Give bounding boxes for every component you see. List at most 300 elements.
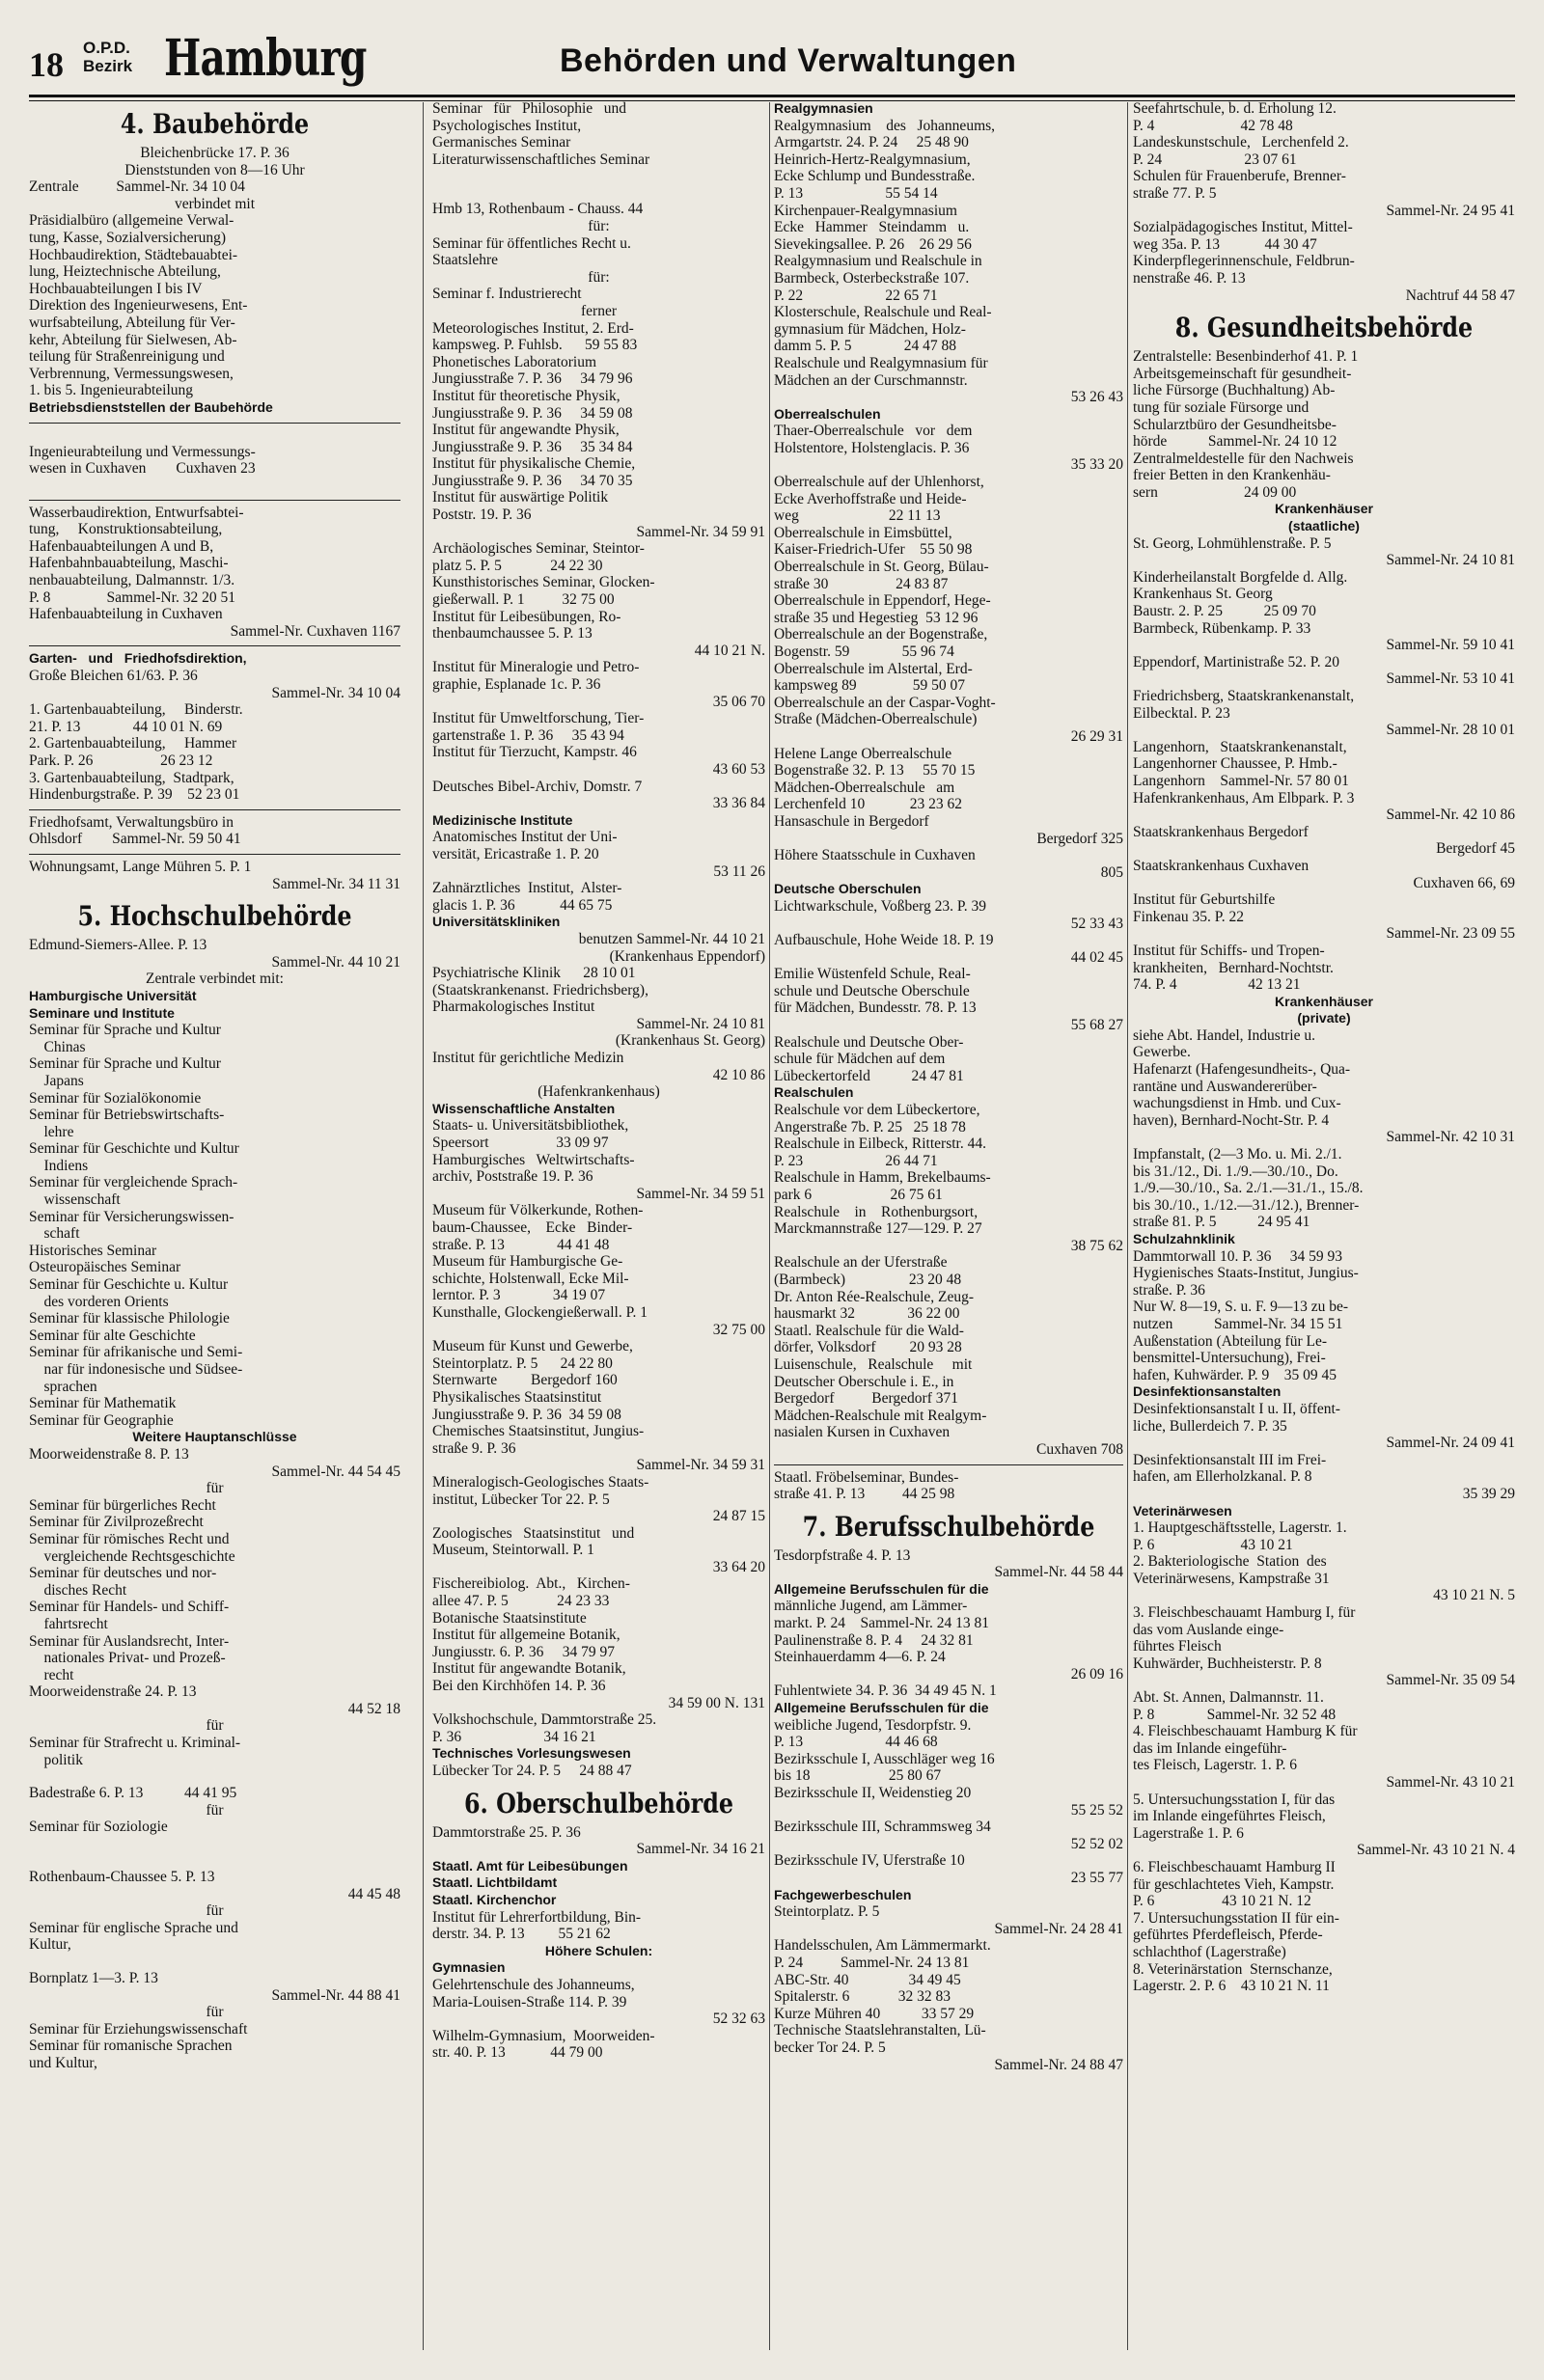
entry-line: 1. Hauptgeschäftsstelle, Lagerstr. 1. bbox=[1133, 1519, 1347, 1537]
entry-line: schichte, Holstenwall, Ecke Mil- bbox=[432, 1270, 629, 1287]
column-3 bbox=[774, 100, 1123, 2358]
entry-line: Bezirksschule I, Ausschläger weg 16 bbox=[774, 1750, 995, 1767]
entry-line: Gelehrtenschule des Johanneums, bbox=[432, 1976, 635, 1993]
entry-line: straße. P. 13 44 41 48 bbox=[432, 1236, 610, 1253]
entry-line: Nur W. 8—19, S. u. F. 9—13 zu be- bbox=[1133, 1299, 1349, 1316]
entry-line: nenbauabteilung, Dalmannstr. 1/3. bbox=[29, 572, 235, 589]
entry-line: Bogenstraße 32. P. 13 55 70 15 bbox=[774, 762, 976, 780]
subheading: Desinfektionsanstalten bbox=[1133, 1383, 1282, 1400]
entry-line: Verbrennung, Vermessungswesen, bbox=[29, 365, 234, 382]
entry-line: Hochbaudirektion, Städtebauabtei- bbox=[29, 246, 238, 263]
entry-line: Germanisches Seminar bbox=[432, 134, 571, 151]
entry-line: Seminar für klassische Philologie bbox=[29, 1310, 230, 1327]
entry-line: straße 81. P. 5 24 95 41 bbox=[1133, 1214, 1310, 1231]
entry-line: Landeskunstschule, Lerchenfeld 2. bbox=[1133, 134, 1349, 151]
entry-line: ferner bbox=[581, 302, 617, 319]
entry-line: Hafenkrankenhaus, Am Elbpark. P. 3 bbox=[1133, 789, 1355, 807]
entry-line: Ingenieurabteilung und Vermessungs- bbox=[29, 443, 256, 460]
entry-line: Bergedorf 325 bbox=[1036, 830, 1123, 847]
entry-line: (Krankenhaus St. Georg) bbox=[615, 1032, 765, 1050]
entry-line: Realgymnasium und Realschule in bbox=[774, 253, 982, 270]
entry-line: schule für Mädchen auf dem bbox=[774, 1051, 946, 1068]
entry-line: 44 45 48 bbox=[347, 1885, 400, 1902]
entry-line: Höhere Staatsschule in Cuxhaven bbox=[774, 847, 976, 864]
entry-line: 1. Gartenbauabteilung, Binderstr. bbox=[29, 701, 243, 719]
entry-line: Sammel-Nr. 44 88 41 bbox=[271, 1986, 400, 2004]
entry-line: Sammel-Nr. 43 10 21 bbox=[1386, 1774, 1515, 1791]
district-label bbox=[83, 39, 132, 75]
entry-line: nutzen Sammel-Nr. 34 15 51 bbox=[1133, 1315, 1343, 1332]
entry-line: allee 47. P. 5 24 23 33 bbox=[432, 1593, 610, 1610]
entry-line: Dammtorstraße 25. P. 36 bbox=[432, 1823, 581, 1841]
entry-line: Sammel-Nr. 44 58 44 bbox=[994, 1564, 1123, 1581]
subheading: Deutsche Oberschulen bbox=[774, 881, 922, 897]
entry-line: siehe Abt. Handel, Industrie u. bbox=[1133, 1026, 1315, 1044]
entry-line: (Krankenhaus Eppendorf) bbox=[609, 947, 765, 965]
entry-line: 24 87 15 bbox=[712, 1508, 765, 1525]
entry-line: benutzen Sammel-Nr. 44 10 21 bbox=[578, 930, 765, 947]
entry-line: dörfer, Volksdorf 20 93 28 bbox=[774, 1339, 962, 1356]
entry-line: für bbox=[206, 1902, 224, 1920]
entry-line: für: bbox=[588, 217, 610, 234]
entry-line: 42 10 86 bbox=[712, 1066, 765, 1083]
entry-line: 1. bis 5. Ingenieurabteilung bbox=[29, 382, 194, 399]
entry-line: Sammel-Nr. 24 28 41 bbox=[994, 1920, 1123, 1937]
entry-line: Kultur, bbox=[29, 1936, 71, 1954]
entry-line: Sammel-Nr. 42 10 31 bbox=[1386, 1129, 1515, 1146]
entry-line: str. 40. P. 13 44 79 00 bbox=[432, 2044, 603, 2062]
entry-line: Sozialpädagogisches Institut, Mittel- bbox=[1133, 219, 1353, 236]
entry-line: Seminar für afrikanische und Semi- bbox=[29, 1344, 243, 1361]
entry-line: kehr, Abteilung für Sielwesen, Ab- bbox=[29, 331, 237, 348]
entry-line: 44 02 45 bbox=[1070, 948, 1123, 966]
entry-line: baum-Chaussee, Ecke Binder- bbox=[432, 1219, 633, 1236]
entry-line: Realschule an der Uferstraße bbox=[774, 1254, 948, 1272]
entry-line: Krankenhaus St. Georg bbox=[1133, 586, 1273, 603]
entry-line: Jungiusstraße 9. P. 36 34 70 35 bbox=[432, 472, 633, 489]
entry-line: 74. P. 4 42 13 21 bbox=[1133, 976, 1301, 994]
entry-line: P. 8 Sammel-Nr. 32 52 48 bbox=[1133, 1706, 1337, 1723]
entry-line: Paulinenstraße 8. P. 4 24 32 81 bbox=[774, 1631, 974, 1649]
entry-line: fahrtsrecht bbox=[29, 1615, 108, 1632]
entry-line: 34 59 00 N. 131 bbox=[668, 1694, 765, 1711]
spacer bbox=[29, 1768, 400, 1785]
entry-line: Sammel-Nr. 44 10 21 bbox=[271, 953, 400, 971]
entry-line: Sammel-Nr. 44 54 45 bbox=[271, 1463, 400, 1480]
entry-line: Sammel-Nr. 28 10 01 bbox=[1386, 722, 1515, 739]
entry-line: Hafenarzt (Hafengesundheits-, Qua- bbox=[1133, 1061, 1351, 1079]
entry-line: Zahnärztliches Institut, Alster- bbox=[432, 880, 622, 897]
entry-line: Dr. Anton Rée-Realschule, Zeug- bbox=[774, 1288, 975, 1305]
entry-line: 35 39 29 bbox=[1462, 1485, 1515, 1502]
entry-line: Ecke Hammer Steindamm u. bbox=[774, 219, 970, 236]
entry-line: Kuhwärder, Buchheisterstr. P. 8 bbox=[1133, 1655, 1322, 1672]
entry-line: Meteorologisches Institut, 2. Erd- bbox=[432, 319, 634, 337]
column-divider bbox=[423, 102, 424, 2350]
entry-line: Eilbecktal. P. 23 bbox=[1133, 704, 1230, 722]
spacer bbox=[29, 1954, 400, 1970]
entry-line: krankheiten, Bernhard-Nochtstr. bbox=[1133, 959, 1334, 976]
subheading: Fachgewerbeschulen bbox=[774, 1886, 912, 1902]
entry-line: Sammel-Nr. 53 10 41 bbox=[1386, 670, 1515, 688]
subheading: Staatl. Kirchenchor bbox=[432, 1891, 557, 1907]
entry-line: Museum, Steintorwall. P. 1 bbox=[432, 1542, 594, 1559]
department-heading: 5. Hochschulbehörde bbox=[77, 900, 352, 933]
entry-line: nar für indonesische und Südsee- bbox=[29, 1361, 243, 1378]
entry-line: Thaer-Oberrealschule vor dem bbox=[774, 423, 973, 440]
entry-line: Langenhorn, Staatskrankenanstalt, bbox=[1133, 738, 1347, 755]
entry-line: Hafenbauabteilungen A und B, bbox=[29, 537, 214, 555]
entry-line: Impfanstalt, (2—3 Mo. u. Mi. 2./1. bbox=[1133, 1146, 1342, 1163]
entry-line: Seminar für bürgerliches Recht bbox=[29, 1496, 216, 1514]
entry-line: vergleichende Rechtsgeschichte bbox=[29, 1547, 235, 1565]
entry-line: Realschule vor dem Lübeckertore, bbox=[774, 1102, 980, 1119]
entry-line: des vorderen Orients bbox=[29, 1293, 169, 1310]
entry-line: für geschlachtetes Vieh, Kampstr. bbox=[1133, 1875, 1335, 1893]
entry-line: Seminar für römisches Recht und bbox=[29, 1530, 230, 1547]
entry-line: P. 8 Sammel-Nr. 32 20 51 bbox=[29, 588, 235, 606]
entry-line: Sammel-Nr. 24 10 81 bbox=[1386, 552, 1515, 569]
entry-line: hörde Sammel-Nr. 24 10 12 bbox=[1133, 433, 1337, 451]
entry-line: Desinfektionsanstalt I u. II, öffent- bbox=[1133, 1400, 1340, 1417]
subheading: Oberrealschulen bbox=[774, 405, 881, 422]
entry-line: Kinderpflegerinnenschule, Feldbrun- bbox=[1133, 253, 1355, 270]
entry-line: Institut für Mineralogie und Petro- bbox=[432, 659, 640, 676]
page-number: 18 bbox=[29, 45, 64, 84]
entry-line: Angerstraße 7b. P. 25 25 18 78 bbox=[774, 1118, 966, 1135]
entry-line: Seminar für Mathematik bbox=[29, 1395, 177, 1412]
entry-line: straße 35 und Hegestieg 53 12 96 bbox=[774, 609, 979, 626]
entry-line: markt. P. 24 Sammel-Nr. 24 13 81 bbox=[774, 1615, 990, 1632]
entry-line: Institut für gerichtliche Medizin bbox=[432, 1050, 624, 1067]
entry-line: gartenstraße 1. P. 36 35 43 94 bbox=[432, 726, 624, 744]
subheading: Allgemeine Berufsschulen für die bbox=[774, 1580, 989, 1597]
entry-line: Seminar für deutsches und nor- bbox=[29, 1565, 217, 1582]
department-heading: 7. Berufsschulbehörde bbox=[802, 1510, 1095, 1543]
entry-line: Sammel-Nr. 34 10 04 bbox=[271, 684, 400, 701]
entry-line: Seminar für Sprache und Kultur bbox=[29, 1055, 221, 1073]
entry-line: Sammel-Nr. 43 10 21 N. 4 bbox=[1356, 1842, 1515, 1859]
subheading: Realgymnasien bbox=[774, 100, 873, 116]
subheading: Krankenhäuser bbox=[1275, 993, 1373, 1009]
entry-line: Realschule in Hamm, Brekelbaums- bbox=[774, 1169, 991, 1187]
entry-line: Seminar für Geschichte und Kultur bbox=[29, 1140, 239, 1158]
entry-line: P. 36 34 16 21 bbox=[432, 1728, 596, 1745]
entry-line: Lagerstr. 2. P. 6 43 10 21 N. 11 bbox=[1133, 1978, 1330, 1995]
entry-line: damm 5. P. 5 24 47 88 bbox=[774, 338, 957, 355]
entry-line: Badestraße 6. P. 13 44 41 95 bbox=[29, 1785, 237, 1802]
entry-line: Institut für Lehrerfortbildung, Bin- bbox=[432, 1908, 642, 1926]
spacer bbox=[29, 427, 400, 444]
subheading: Realschulen bbox=[774, 1084, 854, 1101]
entry-line: Ohlsdorf Sammel-Nr. 59 50 41 bbox=[29, 831, 241, 848]
entry-line: hausmarkt 32 36 22 00 bbox=[774, 1305, 960, 1323]
department-heading: 6. Oberschulbehörde bbox=[463, 1787, 734, 1819]
entry-line: becker Tor 24. P. 5 bbox=[774, 2038, 886, 2056]
entry-line: P. 24 Sammel-Nr. 24 13 81 bbox=[774, 1954, 970, 1971]
entry-line: Sammel-Nr. 34 16 21 bbox=[636, 1841, 765, 1858]
entry-line: 805 bbox=[1100, 863, 1123, 881]
entry-line: St. Georg, Lohmühlenstraße. P. 5 bbox=[1133, 534, 1332, 552]
entry-line: Helene Lange Oberrealschule bbox=[774, 745, 952, 762]
entry-line: Sammel-Nr. 42 10 86 bbox=[1386, 807, 1515, 824]
subheading: Staatl. Lichtbildamt bbox=[432, 1874, 558, 1891]
separator-rule bbox=[29, 854, 400, 855]
entry-line: Physikalisches Staatsinstitut bbox=[432, 1388, 602, 1406]
entry-line: 53 11 26 bbox=[713, 862, 765, 880]
separator-rule bbox=[29, 809, 400, 810]
column-divider bbox=[1127, 102, 1128, 2350]
subheading: Medizinische Institute bbox=[432, 811, 573, 828]
spacer bbox=[432, 168, 765, 184]
entry-line: 33 64 20 bbox=[712, 1558, 765, 1575]
entry-line: Sammel-Nr. 59 10 41 bbox=[1386, 637, 1515, 654]
entry-line: Realschule und Realgymnasium für bbox=[774, 354, 988, 371]
entry-line: Hafenbahnbauabteilung, Maschi- bbox=[29, 555, 229, 572]
header-rule bbox=[29, 95, 1515, 97]
separator-rule bbox=[29, 500, 400, 501]
entry-line: (Hafenkrankenhaus) bbox=[538, 1083, 660, 1101]
entry-line: Holstentore, Holstenglacis. P. 36 bbox=[774, 439, 970, 456]
entry-line: recht bbox=[29, 1666, 74, 1683]
entry-line: Phonetisches Laboratorium bbox=[432, 353, 597, 370]
entry-line: Seminar für Versicherungswissen- bbox=[29, 1208, 234, 1225]
entry-line: Kaiser-Friedrich-Ufer 55 50 98 bbox=[774, 541, 973, 559]
entry-line: Oberrealschule in St. Georg, Bülau- bbox=[774, 559, 989, 576]
entry-line: 55 25 52 bbox=[1070, 1801, 1123, 1819]
entry-line: Seminar für Betriebswirtschafts- bbox=[29, 1107, 225, 1124]
entry-line: Seminar für Sprache und Kultur bbox=[29, 1022, 221, 1039]
entry-line: Sammel-Nr. 34 59 51 bbox=[636, 1185, 765, 1202]
entry-line: 35 33 20 bbox=[1070, 456, 1123, 474]
entry-line: Seminar für englische Sprache und bbox=[29, 1919, 238, 1936]
entry-line: Realgymnasium des Johanneums, bbox=[774, 117, 996, 134]
entry-line: Park. P. 26 26 23 12 bbox=[29, 752, 213, 769]
entry-line: wissenschaft bbox=[29, 1191, 121, 1209]
entry-line: das im Inlande eingeführ- bbox=[1133, 1739, 1287, 1757]
entry-line: hafen, Kuhwärder. P. 9 35 09 45 bbox=[1133, 1366, 1337, 1383]
entry-line: Ecke Schlump und Bundesstraße. bbox=[774, 168, 976, 185]
entry-line: Seminar für Handels- und Schiff- bbox=[29, 1599, 230, 1616]
entry-line: für bbox=[206, 1801, 224, 1819]
subheading: Universitätskliniken bbox=[432, 914, 561, 930]
entry-line: Deutsches Bibel-Archiv, Domstr. 7 bbox=[432, 778, 643, 795]
entry-line: nasialen Kursen in Cuxhaven bbox=[774, 1424, 951, 1441]
entry-line: Emilie Wüstenfeld Schule, Real- bbox=[774, 966, 971, 983]
entry-line: Oberrealschule in Eppendorf, Hege- bbox=[774, 592, 991, 610]
entry-line: 4. Fleischbeschauamt Hamburg K für bbox=[1133, 1723, 1358, 1740]
entry-line: Seminar für alte Geschichte bbox=[29, 1327, 196, 1344]
entry-line: das vom Auslande einge- bbox=[1133, 1621, 1284, 1638]
bezirk-label: Bezirk bbox=[83, 57, 133, 75]
entry-line: nationales Privat- und Prozeß- bbox=[29, 1650, 226, 1667]
entry-line: straße 77. P. 5 bbox=[1133, 184, 1217, 202]
entry-line: weibliche Jugend, Tesdorpfstr. 9. bbox=[774, 1716, 972, 1734]
entry-line: Kinderheilanstalt Borgfelde d. Allg. bbox=[1133, 568, 1348, 586]
entry-line: P. 23 26 44 71 bbox=[774, 1152, 938, 1169]
subheading: Technisches Vorlesungswesen bbox=[432, 1745, 631, 1762]
entry-line: Cuxhaven 66, 69 bbox=[1413, 874, 1515, 891]
entry-line: 2. Gartenbauabteilung, Hammer bbox=[29, 735, 237, 752]
column-1 bbox=[29, 100, 400, 2358]
spacer bbox=[432, 184, 765, 201]
entry-line: 3. Fleischbeschauamt Hamburg I, für bbox=[1133, 1604, 1356, 1622]
spacer bbox=[29, 1836, 400, 1852]
entry-line: Chinas bbox=[29, 1038, 86, 1055]
entry-line: Seefahrtschule, b. d. Erholung 12. bbox=[1133, 100, 1337, 117]
separator-rule bbox=[774, 1464, 1123, 1465]
entry-line: Jungiusstraße 9. P. 36 34 59 08 bbox=[432, 1406, 621, 1423]
entry-line: Desinfektionsanstalt III im Frei- bbox=[1133, 1451, 1327, 1468]
subheading: Weitere Hauptanschlüsse bbox=[132, 1429, 297, 1445]
entry-line: Museum für Völkerkunde, Rothen- bbox=[432, 1202, 644, 1219]
entry-line: Seminar für Sozialökonomie bbox=[29, 1089, 202, 1107]
entry-line: Sammel-Nr. 24 10 81 bbox=[636, 1015, 765, 1032]
entry-line: Sievekingsallee. P. 26 26 29 56 bbox=[774, 235, 972, 253]
entry-line: Gewerbe. bbox=[1133, 1044, 1191, 1061]
entry-line: Langenhorner Chaussee, P. Hmb.- bbox=[1133, 755, 1337, 773]
entry-line: Oberrealschule im Alstertal, Erd- bbox=[774, 660, 973, 677]
entry-line: 26 09 16 bbox=[1070, 1665, 1123, 1682]
entry-line: 38 75 62 bbox=[1070, 1237, 1123, 1254]
entry-line: Bleichenbrücke 17. P. 36 bbox=[140, 145, 290, 161]
entry-line: für: bbox=[588, 268, 610, 286]
entry-line: Steintorplatz. P. 5 bbox=[774, 1903, 880, 1921]
entry-line: glacis 1. P. 36 44 65 75 bbox=[432, 896, 613, 914]
city-title: Hamburg bbox=[164, 29, 367, 88]
entry-line: sprachen bbox=[29, 1378, 97, 1395]
entry-line: Bogenstr. 59 55 96 74 bbox=[774, 643, 954, 660]
entry-line: graphie, Esplanade 1c. P. 36 bbox=[432, 676, 601, 693]
entry-line: Tesdorpfstraße 4. P. 13 bbox=[774, 1546, 911, 1564]
entry-line: thenbaumchaussee 5. P. 13 bbox=[432, 625, 593, 643]
entry-line: Sammel-Nr. 23 09 55 bbox=[1386, 925, 1515, 943]
entry-line: P. 4 42 78 48 bbox=[1133, 117, 1293, 134]
column-2 bbox=[432, 100, 765, 2358]
subheading: Seminare und Institute bbox=[29, 1004, 175, 1021]
entry-line: Pharmakologisches Institut bbox=[432, 999, 595, 1016]
entry-line: institut, Lübecker Tor 22. P. 5 bbox=[432, 1491, 610, 1508]
entry-line: gymnasium für Mädchen, Holz- bbox=[774, 320, 966, 338]
entry-line: 55 68 27 bbox=[1070, 1017, 1123, 1034]
entry-line: Arbeitsgemeinschaft für gesundheit- bbox=[1133, 365, 1352, 382]
entry-line: Kurze Mühren 40 33 57 29 bbox=[774, 2005, 975, 2022]
entry-line: im Inlande eingeführtes Fleisch, bbox=[1133, 1808, 1326, 1825]
entry-line: Realschule in Eilbeck, Ritterstr. 44. bbox=[774, 1135, 986, 1153]
entry-line: Staats- u. Universitätsbibliothek, bbox=[432, 1117, 629, 1135]
entry-line: Langenhorn Sammel-Nr. 57 80 01 bbox=[1133, 772, 1349, 789]
entry-line: Direktion des Ingenieurwesens, Ent- bbox=[29, 297, 248, 315]
entry-line: Lagerstraße 1. P. 6 bbox=[1133, 1824, 1244, 1842]
entry-line: Zentralmeldestelle für den Nachweis bbox=[1133, 450, 1354, 467]
entry-line: Dammtorwall 10. P. 36 34 59 93 bbox=[1133, 1247, 1342, 1265]
opd-abbrev: O.P.D. bbox=[83, 39, 130, 57]
subheading: Betriebsdienststellen der Baubehörde bbox=[29, 398, 273, 415]
entry-line: weg 35a. P. 13 44 30 47 bbox=[1133, 235, 1317, 253]
entry-line: Lichtwarkschule, Voßberg 23. P. 39 bbox=[774, 897, 986, 915]
entry-line: Heinrich-Hertz-Realgymnasium, bbox=[774, 150, 971, 168]
entry-line: Oberrealschule an der Caspar-Voght- bbox=[774, 694, 996, 711]
entry-line: Sammel-Nr. 34 11 31 bbox=[272, 875, 400, 892]
entry-line: Lübecker Tor 24. P. 5 24 88 47 bbox=[432, 1763, 632, 1779]
entry-line: Staatskrankenhaus Cuxhaven bbox=[1133, 857, 1310, 874]
entry-line: Institut für Umweltforschung, Tier- bbox=[432, 710, 645, 727]
entry-line: Institut für angewandte Botanik, bbox=[432, 1660, 626, 1678]
entry-line: schaft bbox=[29, 1225, 80, 1243]
entry-line: Japans bbox=[29, 1072, 84, 1089]
entry-line: straße 9. P. 36 bbox=[432, 1439, 516, 1457]
entry-line: für bbox=[206, 2004, 224, 2021]
entry-line: kampsweg. P. Fuhlsb. 59 55 83 bbox=[432, 337, 638, 354]
entry-line: Kunsthistorisches Seminar, Glocken- bbox=[432, 574, 655, 591]
entry-line: P. 6 43 10 21 bbox=[1133, 1536, 1293, 1553]
entry-line: straße 41. P. 13 44 25 98 bbox=[774, 1486, 955, 1503]
entry-line: Dienststunden von 8—16 Uhr bbox=[124, 161, 305, 178]
entry-line: geführtes Pferdefleisch, Pferde- bbox=[1133, 1927, 1323, 1944]
separator-rule bbox=[29, 423, 400, 424]
entry-line: Chemisches Staatsinstitut, Jungius- bbox=[432, 1423, 645, 1440]
entry-line: Steinhauerdamm 4—6. P. 24 bbox=[774, 1649, 946, 1666]
entry-line: 21. P. 13 44 10 01 N. 69 bbox=[29, 718, 223, 735]
entry-line: Oberrealschule auf der Uhlenhorst, bbox=[774, 474, 984, 491]
entry-line: schule und Deutsche Oberschule bbox=[774, 982, 970, 999]
entry-line: Seminar für vergleichende Sprach- bbox=[29, 1174, 238, 1191]
entry-line: 53 26 43 bbox=[1070, 389, 1123, 406]
entry-line: Nachtruf 44 58 47 bbox=[1405, 287, 1515, 304]
entry-line: Rothenbaum-Chaussee 5. P. 13 bbox=[29, 1869, 215, 1886]
entry-line: Seminar für Erziehungswissenschaft bbox=[29, 2020, 248, 2038]
entry-line: Realschule in Rothenburgsort, bbox=[774, 1203, 979, 1220]
entry-line: Handelsschulen, Am Lämmermarkt. bbox=[774, 1937, 991, 1955]
entry-line: Außenstation (Abteilung für Le- bbox=[1133, 1332, 1328, 1350]
department-heading: 8. Gesundheitsbehörde bbox=[1174, 312, 1474, 344]
entry-line: Abt. St. Annen, Dalmannstr. 11. bbox=[1133, 1689, 1324, 1707]
entry-line: bis 31./12., Di. 1./9.—30./10., Do. bbox=[1133, 1163, 1338, 1180]
entry-line: Jungiusstraße 7. P. 36 34 79 96 bbox=[432, 370, 633, 388]
entry-line: 35 06 70 bbox=[712, 693, 765, 710]
entry-line: Kunsthalle, Glockengießerwall. P. 1 bbox=[432, 1303, 648, 1321]
entry-line: 23 55 77 bbox=[1070, 1869, 1123, 1886]
subheading: Schulzahnklinik bbox=[1133, 1231, 1235, 1246]
entry-line: weg 22 11 13 bbox=[774, 507, 941, 525]
entry-line: Maria-Louisen-Straße 114. P. 39 bbox=[432, 1993, 627, 2011]
entry-line: 7. Untersuchungsstation II für ein- bbox=[1133, 1909, 1339, 1927]
subheading: (private) bbox=[1297, 1010, 1351, 1026]
subheading: Hamburgische Universität bbox=[29, 987, 197, 1003]
page-header bbox=[29, 27, 1515, 93]
entry-line: 44 10 21 N. bbox=[694, 642, 765, 659]
entry-line: Luisenschule, Realschule mit bbox=[774, 1355, 973, 1373]
entry-line: Institut für angewandte Physik, bbox=[432, 422, 620, 439]
entry-line: lung, Heiztechnische Abteilung, bbox=[29, 263, 221, 281]
entry-line: Bezirksschule IV, Uferstraße 10 bbox=[774, 1852, 965, 1870]
entry-line: bis 18 25 80 67 bbox=[774, 1767, 942, 1785]
separator-rule bbox=[29, 645, 400, 646]
entry-line: Institut für Schiffs- und Tropen- bbox=[1133, 942, 1325, 959]
entry-line: Schularztbüro der Gesundheitsbe- bbox=[1133, 416, 1337, 433]
entry-line: Institut für Geburtshilfe bbox=[1133, 891, 1276, 909]
subheading: Wissenschaftliche Anstalten bbox=[432, 1100, 616, 1116]
entry-line: Speersort 33 09 97 bbox=[432, 1135, 609, 1152]
entry-line: rantäne und Auswandererüber- bbox=[1133, 1078, 1317, 1095]
entry-line: Bei den Kirchhöfen 14. P. 36 bbox=[432, 1678, 606, 1695]
entry-line: Sammel-Nr. Cuxhaven 1167 bbox=[230, 622, 400, 640]
entry-line: Marckmannstraße 127—129. P. 27 bbox=[774, 1220, 982, 1238]
entry-line: Sammel-Nr. 34 59 91 bbox=[636, 523, 765, 540]
entry-line: Bezirksschule II, Weidenstieg 20 bbox=[774, 1785, 972, 1801]
entry-line: 6. Fleischbeschauamt Hamburg II bbox=[1133, 1858, 1336, 1875]
entry-line: Hmb 13, Rothenbaum - Chauss. 44 bbox=[432, 201, 644, 218]
